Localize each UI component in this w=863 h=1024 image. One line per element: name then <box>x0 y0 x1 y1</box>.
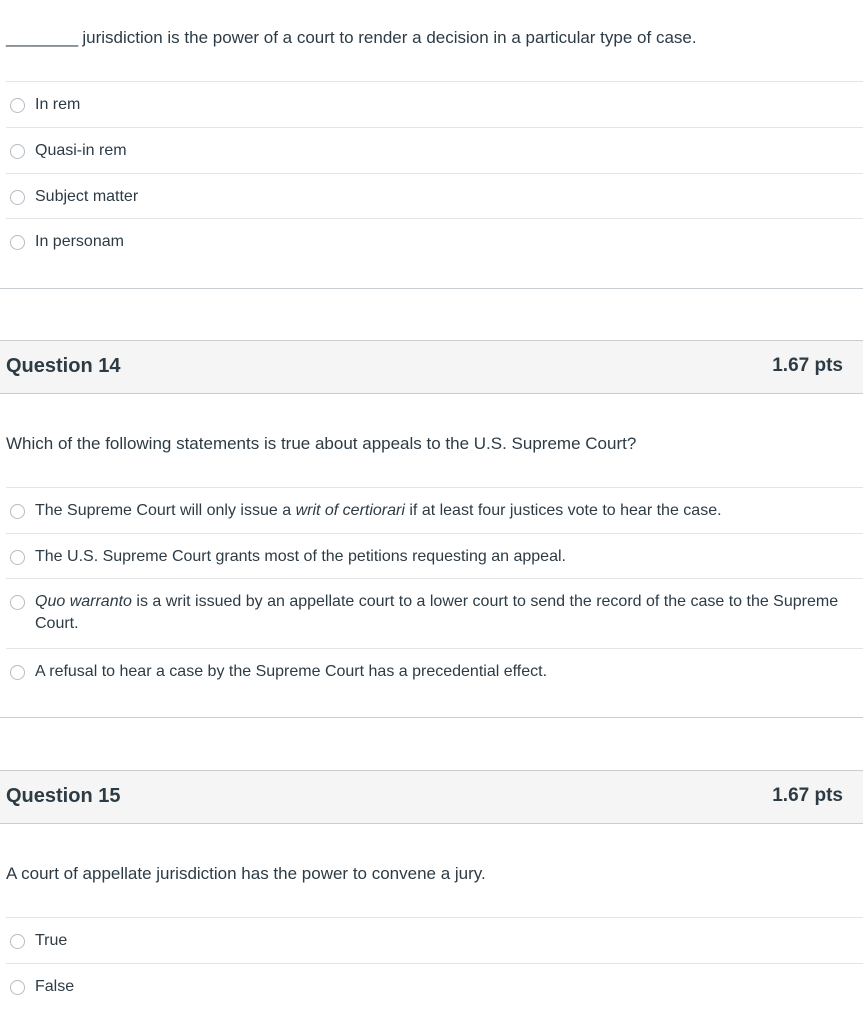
answer-label: Subject matter <box>35 188 139 205</box>
answer-subject-matter[interactable] <box>6 173 863 218</box>
question-15-header <box>0 770 863 824</box>
question-14-answers <box>6 487 863 694</box>
question-14-points: 1.67 pts <box>772 355 843 376</box>
question-divider <box>0 717 863 718</box>
answer-label: A refusal to hear a case by the Supreme Court has a precedential effect. <box>35 663 548 680</box>
answer-label: The U.S. Supreme Court grants most of the petitions requesting an appeal. <box>35 548 566 565</box>
question-15-points: 1.67 pts <box>772 785 843 806</box>
radio-button[interactable] <box>10 595 25 610</box>
question-13-text <box>6 26 697 50</box>
radio-button[interactable] <box>10 934 25 949</box>
answer-true[interactable] <box>6 917 863 963</box>
answer-label: Quasi-in rem <box>35 142 127 159</box>
question-divider <box>0 288 863 289</box>
question-14-header <box>0 340 863 394</box>
answer-label: The Supreme Court will only issue a writ of certiorari if at least four justices vote to hear the case. <box>35 502 722 519</box>
radio-button[interactable] <box>10 190 25 205</box>
question-13-answers <box>6 81 863 264</box>
question-13-blank: ________ <box>6 28 78 47</box>
radio-button[interactable] <box>10 144 25 159</box>
answer-writ-of-certiorari[interactable] <box>6 487 863 533</box>
radio-button[interactable] <box>10 550 25 565</box>
question-15-text: A court of appellate jurisdiction has the power to convene a jury. <box>6 864 486 883</box>
question-14-title: Question 14 <box>6 355 121 377</box>
radio-button[interactable] <box>10 665 25 680</box>
answer-false[interactable] <box>6 963 863 1009</box>
answer-in-personam[interactable] <box>6 218 863 264</box>
answer-grants-most-petitions[interactable] <box>6 533 863 578</box>
answer-label: Quo warranto is a writ issued by an appellate court to a lower court to send the record of the case to the Supreme Court. <box>35 593 839 632</box>
answer-in-rem[interactable] <box>6 81 863 127</box>
answer-quasi-in-rem[interactable] <box>6 127 863 173</box>
question-15-answers <box>6 917 863 1009</box>
answer-label: In personam <box>35 233 124 250</box>
question-14-text: Which of the following statements is true about appeals to the U.S. Supreme Court? <box>6 434 637 453</box>
radio-button[interactable] <box>10 235 25 250</box>
answer-label: In rem <box>35 96 81 113</box>
answer-label: False <box>35 978 75 995</box>
answer-quo-warranto[interactable] <box>6 578 863 648</box>
radio-button[interactable] <box>10 980 25 995</box>
question-13-statement: jurisdiction is the power of a court to render a decision in a particular type of case. <box>77 28 697 47</box>
question-15-title: Question 15 <box>6 785 121 807</box>
radio-button[interactable] <box>10 504 25 519</box>
answer-label: True <box>35 932 68 949</box>
answer-refusal-precedential[interactable] <box>6 648 863 694</box>
radio-button[interactable] <box>10 98 25 113</box>
